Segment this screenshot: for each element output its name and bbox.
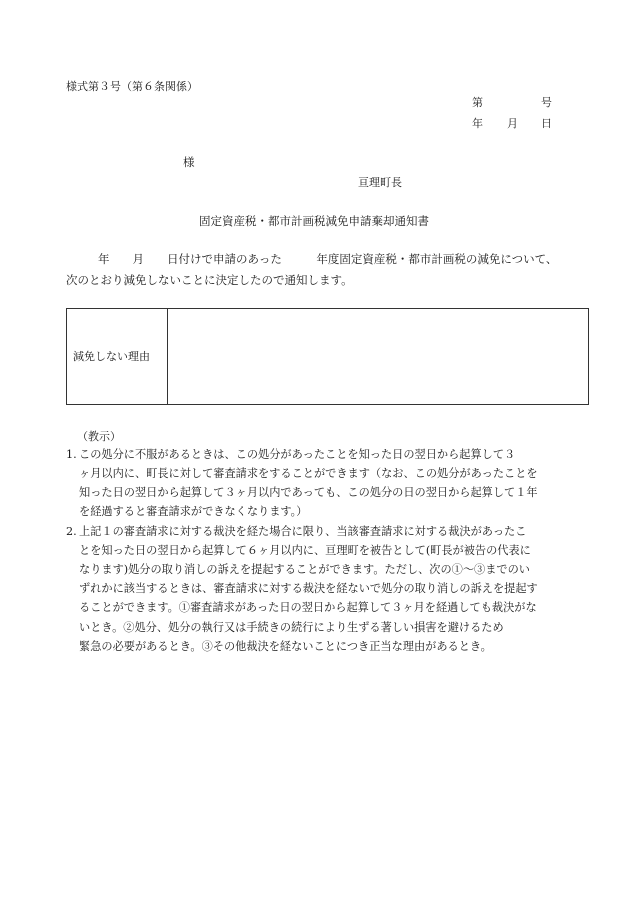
- issue-number-suffix: 号: [541, 96, 552, 109]
- notice-item-1-line: 知った日の翌日から起算して３ヶ月以内であっても、この処分の日の翌日から起算して１年: [79, 486, 538, 499]
- body-text-line-1: 年 月 日付けで申請のあった 年度固定資産税・都市計画税の減免について、: [98, 252, 558, 266]
- notice-heading: （教示）: [77, 430, 121, 443]
- notice-item-2-line: ずれかに該当するときは、審査請求に対する裁決を経ないで処分の取り消しの訴えを提起す: [79, 582, 538, 595]
- addressee-honorific: 様: [183, 155, 195, 169]
- notice-item-2-number: 2.: [66, 525, 77, 538]
- notice-item-1-line: この処分に不服があるときは、この処分があったことを知った日の翌日から起算して３: [79, 448, 516, 461]
- notice-item-1-line: を経過すると審査請求ができなくなります。）: [79, 505, 308, 518]
- reason-value-cell: [168, 309, 588, 404]
- reason-label: 減免しない理由: [73, 349, 150, 363]
- notice-item-2-line: とを知った日の翌日から起算して６ヶ月以内に、亘理町を被告として(町長が被告の代表に: [79, 544, 531, 557]
- notice-item-1-number: 1.: [66, 448, 77, 461]
- issue-number-prefix: 第: [472, 96, 483, 109]
- reason-label-cell: [67, 309, 168, 404]
- notice-item-2-line: 緊急の必要があるとき。③その他裁決を経ないことにつき正当な理由があるとき。: [79, 640, 492, 653]
- sender-name: 亘理町長: [358, 176, 402, 189]
- notice-item-2-line: ることができます。①審査請求があった日の翌日から起算して３ヶ月を経過しても裁決がな: [79, 601, 537, 614]
- notice-item-2-line: いとき。②処分、処分の執行又は手続きの続行により生ずる著しい損害を避けるため: [79, 621, 504, 634]
- notice-item-2-line: 上記１の審査請求に対する裁決を経た場合に限り、当該審査請求に対する裁決があったこ: [79, 525, 527, 538]
- notice-item-2-line: なります)処分の取り消しの訴えを提起することができます。ただし、次の①～③までのい: [79, 563, 530, 576]
- issue-number-line: [472, 96, 552, 110]
- date-day: 日: [541, 117, 552, 130]
- reason-table: [66, 308, 589, 405]
- date-year: 年: [472, 117, 483, 130]
- document-title: 固定資産税・都市計画税減免申請棄却通知書: [199, 214, 429, 228]
- body-text-line-2: 次のとおり減免しないことに決定したので通知します。: [66, 273, 353, 287]
- date-month: 月: [507, 117, 518, 130]
- form-number: 様式第３号（第６条関係）: [66, 80, 198, 93]
- notice-item-1-line: ヶ月以内に、町長に対して審査請求をすることができます（なお、この処分があったことを: [79, 467, 538, 480]
- issue-date-line: [472, 117, 552, 131]
